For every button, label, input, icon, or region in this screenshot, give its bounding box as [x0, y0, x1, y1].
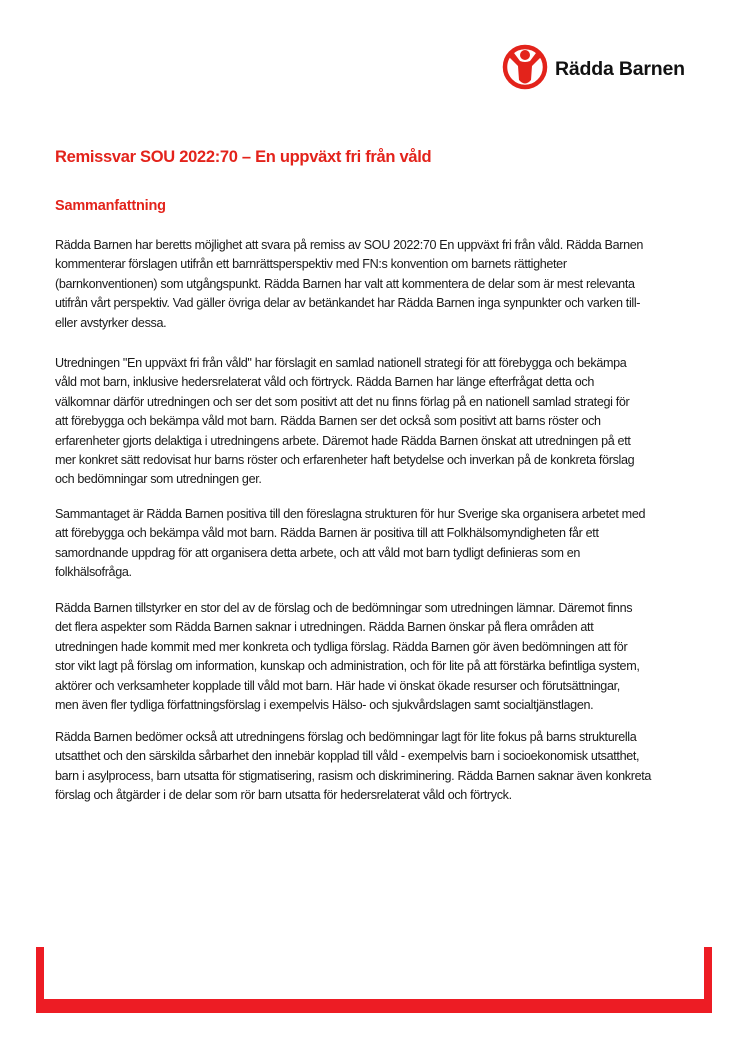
text-line: aktörer och verksamheter kopplade till våld mot barn. Här hade vi önskat ökade resurser och förutsättningar, [55, 678, 620, 693]
text-line: stor vikt lagt på förslag om information, kunskap och administration, och för lite på att förstärka befintliga system, [55, 659, 640, 674]
text-line: Rädda Barnen bedömer också att utredningens förslag och bedömningar lagt för lite fokus på barns strukturella [55, 730, 637, 744]
section-heading: Sammanfattning [55, 198, 166, 214]
paragraph-structural [55, 728, 651, 806]
text-line: utsatthet och den särskilda sårbarhet den innebär kopplad till våld - exempelvis barn i socioekonomisk utsatthet, [55, 749, 640, 764]
text-line: välkomnar därför utredningen och ser det som positivt att det nu finns förlag på en nationell samlad strategi för [55, 394, 630, 409]
paragraph-strategy [55, 354, 634, 490]
paragraph-summary [55, 505, 645, 583]
text-line: folkhälsofråga. [55, 565, 132, 580]
text-line: barn i asylprocess, barn utsatta för stigmatisering, rasism och diskriminering. Rädda Barnen saknar även konkreta [55, 768, 652, 783]
text-line: det flera aspekter som Rädda Barnen saknar i utredningen. Rädda Barnen önskar på flera områden att [55, 620, 594, 635]
document-title: Remissvar SOU 2022:70 – En uppväxt fri från våld [55, 148, 432, 166]
text-line: förslag och åtgärder i de delar som rör barn utsatta för hedersrelaterat våld och förtryck. [55, 788, 512, 803]
text-line: våld mot barn, inklusive hedersrelaterat våld och förtryck. Rädda Barnen har länge efterfrågat detta och [55, 375, 595, 390]
text-line: (barnkonventionen) som utgångspunkt. Rädda Barnen har valt att kommentera de delar som är mest relevanta [55, 276, 635, 291]
text-line: Rädda Barnen har beretts möjlighet att svara på remiss av SOU 2022:70 En uppväxt fri från våld. Rädda Barnen [55, 238, 644, 252]
text-line: att förebygga och bekämpa våld mot barn. Rädda Barnen ser det också som positivt att barns röster och [55, 414, 601, 429]
text-line: samordnande uppdrag för att organisera detta arbete, och att våld mot barn tydligt definieras som en [55, 545, 581, 560]
logo [502, 44, 685, 95]
text-line: Rädda Barnen tillstyrker en stor del av de förslag och de bedömningar som utredningen lämnar. Däremot finns [55, 601, 633, 615]
text-line: Sammantaget är Rädda Barnen positiva till den föreslagna strukturen för hur Sverige ska organisera arbetet med [55, 507, 646, 521]
text-line: eller avstyrker dessa. [55, 315, 167, 330]
text-line: erfarenheter gjorts delaktiga i utredningens arbete. Däremot hade Rädda Barnen önskat att utredningen på ett [55, 433, 631, 448]
paragraph-intro [55, 236, 643, 333]
text-line: Utredningen "En uppväxt fri från våld" har förslagit en samlad nationell strategi för att förebygga och bekämpa [55, 356, 627, 370]
logo-text: Rädda Barnen [555, 58, 685, 80]
text-line: att förebygga och bekämpa våld mot barn. Rädda Barnen är positiva till att Folkhälsomyndigheten får ett [55, 526, 599, 541]
text-line: utredningen hade kommit med mer konkreta och tydliga förslag. Rädda Barnen gör även bedömningen att för [55, 639, 628, 654]
child-figure-logo-icon [502, 44, 548, 95]
footer-frame-bottom [36, 999, 712, 1013]
text-line: mer konkret sätt redovisat hur barns röster och erfarenheter haft betydelse och inverkan på de konkreta förslag [55, 453, 635, 468]
text-line: men även fler tydliga författningsförslag i exempelvis Hälso- och sjukvårdslagen samt socialtjänstlagen. [55, 698, 594, 713]
text-line: utifrån vårt perspektiv. Vad gäller övriga delar av betänkandet har Rädda Barnen inga synpunkter och varken till- [55, 296, 641, 311]
paragraph-support [55, 599, 639, 715]
text-line: och bedömningar som utredningen ger. [55, 472, 262, 487]
text-line: kommenterar förslagen utifrån ett barnrättsperspektiv med FN:s konvention om barnets rättigheter [55, 257, 567, 272]
